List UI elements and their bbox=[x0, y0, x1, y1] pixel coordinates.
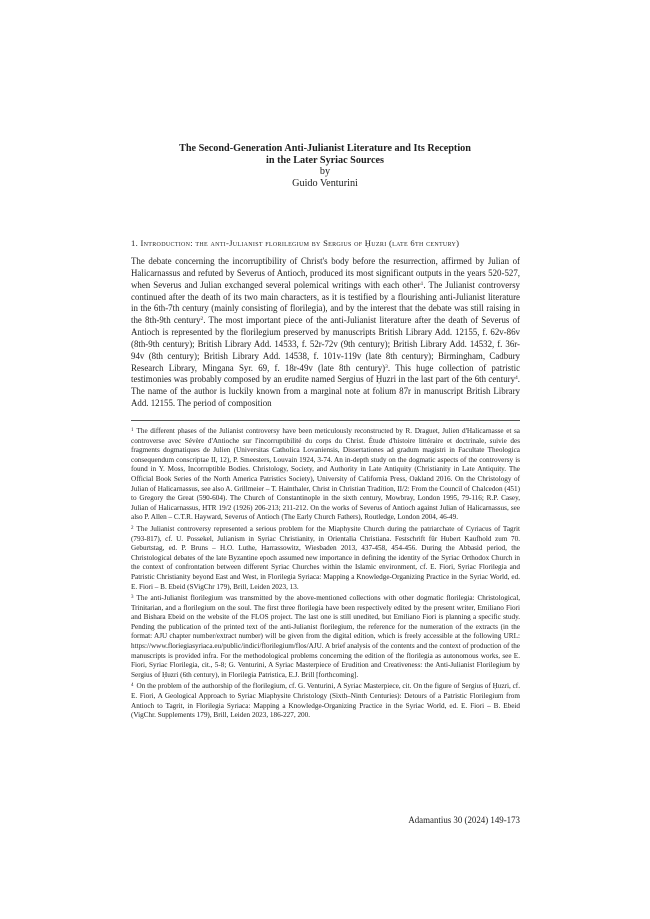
section-number: 1. bbox=[131, 238, 139, 248]
footnote-number: 3 bbox=[131, 595, 134, 601]
footnote-number: 4 bbox=[131, 683, 134, 689]
footnotes-section bbox=[131, 426, 520, 722]
footnote-1 bbox=[131, 426, 520, 523]
footnote-text: The anti-Julianist florilegium was transmitted by the above-mentioned collections with other dogmatic florilegia: Christological, Trinitarian, and a florilegium on the soul. The first three florilegia have been respectively edited by the present writer, Emiliano Fiori and Bishara Ebeid on the website of the FLOS project. The last one is still unedited, but Emiliano Fiori is planning a specific study. Pending the publication of the printed text of the anti-Julianist florilegium, the reference for the numeration of the extracts (in the format: AJU chapter number/extract number) will be given from the digital edition, which is freely accessible at the following URL: https://www.floriegiasyriaca.eu/public/indici/florilegium/flos/AJU. A brief analysis of the contents and the context of production of the manuscripts is provided infra. For the methodological problems concerning the edition of the florilegia as autonomous works, see E. Fiori, Syriac Florilegia, cit., 5-8; G. Venturini, A Syriac Masterpiece of Erudition and Creativeness: the Anti-Julianist Florilegium by Sergius of Ḥuzri (6th century), in Florilegia Patristica, E.J. Brill [forthcoming]. bbox=[131, 594, 520, 679]
footnote-ref-4[interactable]: 4 bbox=[515, 375, 518, 382]
footnote-number: 1 bbox=[131, 428, 134, 433]
footnote-ref-3[interactable]: 3 bbox=[385, 363, 388, 370]
footnote-text: The Julianist controversy represented a serious problem for the Miaphysite Church during the patriarchate of Cyriacus of Tagrit (793-817), cf. U. Possekel, Julianism in Syriac Christianity, in Orientalia Christiana. Festschrift für Hubert Kaufhold zum 70. Geburtstag, ed. P. Bruns – H.O. Luthe, Harrassowitz, Wiesbaden 2013, 437-458, 454-456. During the Abbasid period, the Christological debates of the late Byzantine epoch assumed new importance in defining the identity of the Syriac Orthodox Church in the context of confrontation between different Syriac Churches within the Islamic environment, cf. E. Fiori, Syriac Florilegia and Patristic Christianity beyond East and West, in Florilegia Syriaca: Mapping a Knowledge-Organizing Practice in the Syriac World, ed. E. Fiori – B. Ebeid (SVigChr 179), Brill, Leiden 2023, 13. bbox=[131, 524, 520, 591]
footnote-separator bbox=[131, 420, 520, 421]
body-text-part-2: . The Julianist controversy continued after the death of its two main characters, as it is testified by a flourishing anti-Julianist literature in the 6th-7th century (mainly consisting of florilegia), and by the interest that the debate was still raising in the 8th-9th century bbox=[131, 279, 520, 326]
article-title-line-1: The Second-Generation Anti-Julianist Literature and Its Reception bbox=[179, 143, 471, 154]
article-title-line-2: in the Later Syriac Sources bbox=[266, 154, 384, 166]
body-paragraph bbox=[131, 256, 520, 410]
footnote-2 bbox=[131, 524, 520, 592]
title-block bbox=[0, 143, 650, 189]
by-line: by bbox=[319, 166, 331, 178]
author-name: Guido Venturini bbox=[292, 177, 358, 189]
footnote-4 bbox=[131, 681, 520, 720]
body-text-part-5: . The name of the author is luckily known from a marginal note at folium 87r in manuscript British Library Add. 12155. The period of composition bbox=[131, 374, 520, 409]
body-text-part-4: . This huge collection of patristic testimonies was probably composed by an erudite named Sergius of Ḥuzri in the last part of the 6th century bbox=[131, 362, 521, 385]
body-text-part-1: The debate concerning the incorruptibility of Christ's body before the resurrection, affirmed by Julian of Halicarnassus and refuted by Severus of Antioch, produced its most significant outputs in the years 520-527, when Severus and Julian exchanged several polemical writings with each other bbox=[131, 256, 520, 290]
body-text-part-3: . The most important piece of the anti-Julianist literature after the death of Severus of Antioch is represented by the florilegium preserved by manuscripts British Library Add. 12155, f. 62v-86v (8th-9th century); British Library Add. 14533, f. 52r-72v (9th century); British Library Add. 14532, f. 36r-94v (8th century); British Library Add. 14538, f. 101v-119v (late 8th century); Birmingham, Cadbury Research Library, Mingana Syr. 69, f. 18r-49v (late 8th century) bbox=[131, 315, 520, 373]
footnote-text: The different phases of the Julianist controversy have been meticulously reconstructed by R. Draguet, Julien d'Halicarnasse et sa controverse avec Sévère d'Antioche sur l'incorruptibilité du corps du Christ. Étude d'histoire littéraire et doctrinale, suivie des fragments dogmatiques de Julien (Universitas Catholica Lovaniensis, Dissertationes ad gradum magistri in Facultate Theologica consequendum conscriptae II, 12), P. Smeesters, Louvain 1924, 3-74. An in-depth study on the dogmatic aspects of the controversy is found in Y. Moss, Incorruptible Bodies. Christology, Society, and Authority in Late Antiquity (Christianity in Late Antiquity. The Official Book Series of the North America Patristics Society), University of California Press, Oakland 2016. On the Christology of Julian of Halicarnassus, see also A. Grillmeier – T. Hainthaler, Christ in Christian Tradition, II/2: From the Council of Chalcedon (451) to Gregory the Great (590-604). The Church of Constantinople in the sixth century, Mowbray, London 1995, 79-116; R.P. Casey, Julian of Halicarnassus, HTR 19/2 (1926) 206-213; 211-212. On the works of Severus of Antioch against Julian of Halicarnassus, see also P. Allen – C.T.R. Hayward, Severus of Antioch (The Early Church Fathers), Routledge, London 2004, 46-49. bbox=[131, 427, 520, 522]
footnote-ref-2[interactable]: 2 bbox=[200, 316, 204, 323]
footnote-ref-1[interactable]: 1 bbox=[420, 280, 424, 287]
footnote-3 bbox=[131, 593, 520, 680]
journal-citation: Adamantius 30 (2024) 149-173 bbox=[408, 815, 520, 825]
section-heading bbox=[131, 238, 531, 248]
footnote-text: On the problem of the authorship of the florilegium, cf. G. Venturini, A Syriac Masterpiece, cit. On the figure of Sergius of Ḥuzri, cf. E. Fiori, A Geological Approach to Syriac Miaphysite Christology (Sixth–Ninth Centuries): Detours of a Patristic Florilegium from Antioch to Tagrit, in Florilegia Syriaca: Mapping a Knowledge-Organizing Practice in the Syriac World, ed. E. Fiori – B. Ebeid (VigChr. Supplements 179), Brill, Leiden 2023, 186-227, 200. bbox=[131, 682, 520, 720]
section-title: Introduction: the anti-Julianist florilegium by Sergius of Ḥuzri (late 6th century) bbox=[140, 238, 460, 248]
footnote-number: 2 bbox=[131, 525, 134, 531]
